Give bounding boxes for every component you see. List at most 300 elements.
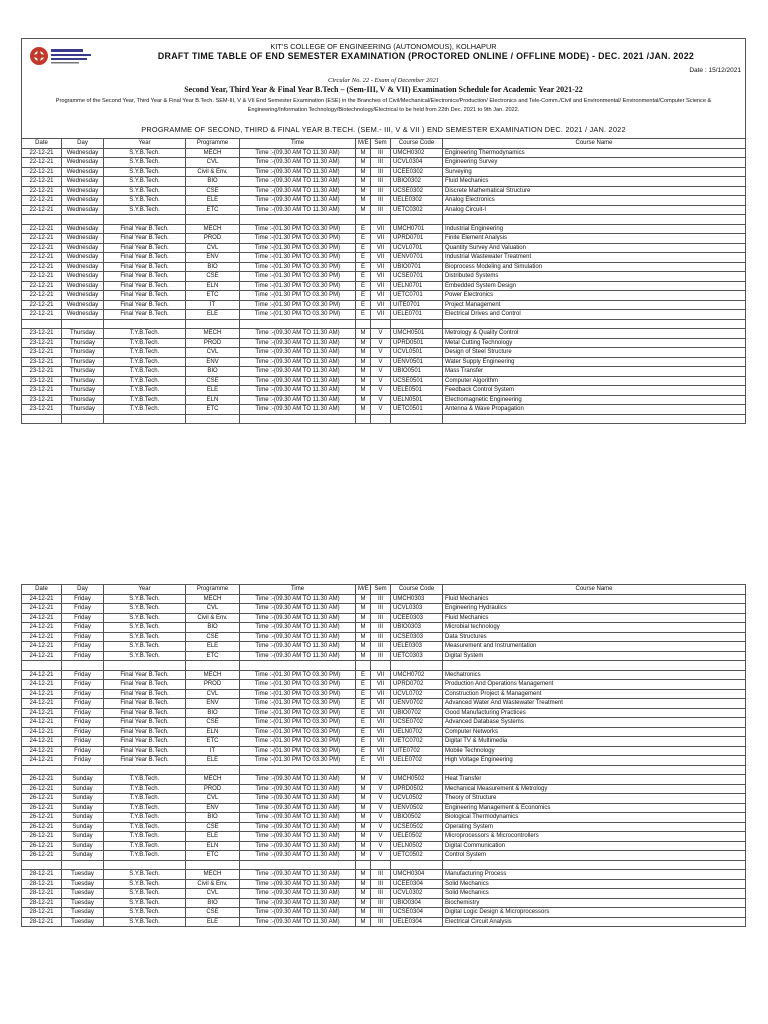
cell-programme: ELN: [186, 281, 240, 291]
cell-time: Time :-(01.30 PM TO 03.30 PM): [240, 670, 356, 680]
column-header-year: Year: [104, 585, 186, 595]
cell-course-name: Mechanical Measurement & Metrology: [443, 784, 746, 794]
cell-year: T.Y.B.Tech.: [104, 329, 186, 339]
cell-time: Time :-(09.30 AM TO 11.30 AM): [240, 841, 356, 851]
cell-day: Sunday: [62, 775, 104, 785]
cell-sem: V: [371, 813, 391, 823]
cell-me: M: [356, 917, 371, 927]
cell-programme: ENV: [186, 253, 240, 263]
cell-day: Friday: [62, 651, 104, 661]
cell-date: 22-12-21: [22, 196, 62, 206]
table-row: [22, 338, 746, 348]
cell-course-name: Finite Element Analysis: [443, 234, 746, 244]
cell-programme: BIO: [186, 708, 240, 718]
cell-date: 23-12-21: [22, 329, 62, 339]
cell-date: 26-12-21: [22, 775, 62, 785]
cell-me: M: [356, 642, 371, 652]
cell-sem: III: [371, 148, 391, 158]
empty-cell: [240, 319, 356, 329]
empty-cell: [371, 661, 391, 671]
cell-course-name: Digital System: [443, 651, 746, 661]
cell-me: M: [356, 851, 371, 861]
cell-day: Friday: [62, 708, 104, 718]
cell-me: M: [356, 405, 371, 415]
cell-date: 26-12-21: [22, 841, 62, 851]
cell-sem: VII: [371, 680, 391, 690]
empty-cell: [371, 765, 391, 775]
empty-cell: [22, 860, 62, 870]
cell-time: Time :-(01.30 PM TO 03.30 PM): [240, 746, 356, 756]
cell-day: Sunday: [62, 832, 104, 842]
cell-time: Time :-(09.30 AM TO 11.30 AM): [240, 386, 356, 396]
cell-course-code: UELN0502: [391, 841, 443, 851]
cell-course-name: Computer Networks: [443, 727, 746, 737]
cell-day: Wednesday: [62, 291, 104, 301]
cell-course-name: Mobile Technology: [443, 746, 746, 756]
cell-sem: VII: [371, 727, 391, 737]
empty-cell: [356, 765, 371, 775]
circular-number: Circular No. 22 - Exam of December 2021: [328, 77, 439, 84]
empty-cell: [443, 860, 746, 870]
cell-me: M: [356, 870, 371, 880]
cell-me: E: [356, 708, 371, 718]
empty-cell: [104, 414, 186, 424]
cell-course-name: Engineering Survey: [443, 158, 746, 168]
cell-day: Tuesday: [62, 908, 104, 918]
cell-course-name: Metal Cutting Technology: [443, 338, 746, 348]
cell-sem: VII: [371, 281, 391, 291]
cell-year: T.Y.B.Tech.: [104, 813, 186, 823]
cell-course-code: UETC0302: [391, 205, 443, 215]
table-row: [22, 889, 746, 899]
cell-me: M: [356, 167, 371, 177]
table-row: [22, 822, 746, 832]
cell-programme: IT: [186, 300, 240, 310]
cell-date: 24-12-21: [22, 680, 62, 690]
cell-day: Thursday: [62, 338, 104, 348]
cell-date: 24-12-21: [22, 708, 62, 718]
document-title: DRAFT TIME TABLE OF END SEMESTER EXAMINATION (PROCTORED ONLINE / OFFLINE MODE) - DEC. 2021 /JAN. 2022: [157, 51, 695, 61]
cell-course-code: UPRD0702: [391, 680, 443, 690]
cell-programme: Civil & Env.: [186, 167, 240, 177]
table-row: [22, 908, 746, 918]
cell-time: Time :-(09.30 AM TO 11.30 AM): [240, 632, 356, 642]
cell-time: Time :-(01.30 PM TO 03.30 PM): [240, 253, 356, 263]
table-row: [22, 784, 746, 794]
cell-me: E: [356, 689, 371, 699]
cell-date: 28-12-21: [22, 870, 62, 880]
cell-sem: III: [371, 908, 391, 918]
table-row: [22, 689, 746, 699]
cell-programme: ELN: [186, 395, 240, 405]
table-row: [22, 737, 746, 747]
cell-day: Thursday: [62, 395, 104, 405]
cell-course-code: UETC0702: [391, 737, 443, 747]
empty-cell: [240, 765, 356, 775]
cell-sem: III: [371, 604, 391, 614]
cell-time: Time :-(09.30 AM TO 11.30 AM): [240, 205, 356, 215]
cell-sem: III: [371, 917, 391, 927]
column-header-course-code: Course Code: [391, 585, 443, 595]
cell-time: Time :-(01.30 PM TO 03.30 PM): [240, 727, 356, 737]
cell-year: T.Y.B.Tech.: [104, 338, 186, 348]
cell-programme: ENV: [186, 357, 240, 367]
cell-programme: CVL: [186, 348, 240, 358]
cell-time: Time :-(01.30 PM TO 03.30 PM): [240, 756, 356, 766]
cell-year: S.Y.B.Tech.: [104, 879, 186, 889]
cell-day: Friday: [62, 689, 104, 699]
cell-me: E: [356, 243, 371, 253]
cell-date: 22-12-21: [22, 148, 62, 158]
cell-date: 23-12-21: [22, 395, 62, 405]
cell-course-code: UMCH0303: [391, 594, 443, 604]
cell-year: S.Y.B.Tech.: [104, 177, 186, 187]
cell-course-code: UCSE0304: [391, 908, 443, 918]
cell-date: 22-12-21: [22, 177, 62, 187]
cell-year: T.Y.B.Tech.: [104, 822, 186, 832]
cell-date: 24-12-21: [22, 699, 62, 709]
empty-cell: [62, 765, 104, 775]
cell-course-code: UPRD0501: [391, 338, 443, 348]
cell-day: Wednesday: [62, 262, 104, 272]
cell-day: Tuesday: [62, 870, 104, 880]
cell-sem: V: [371, 338, 391, 348]
cell-date: 22-12-21: [22, 205, 62, 215]
cell-programme: BIO: [186, 262, 240, 272]
cell-me: M: [356, 604, 371, 614]
cell-date: 24-12-21: [22, 604, 62, 614]
cell-time: Time :-(09.30 AM TO 11.30 AM): [240, 870, 356, 880]
table-row: [22, 357, 746, 367]
cell-course-name: Data Structures: [443, 632, 746, 642]
empty-cell: [22, 414, 62, 424]
empty-cell: [22, 319, 62, 329]
cell-year: S.Y.B.Tech.: [104, 870, 186, 880]
cell-programme: CSE: [186, 376, 240, 386]
cell-sem: VII: [371, 291, 391, 301]
cell-year: Final Year B.Tech.: [104, 737, 186, 747]
empty-cell: [356, 319, 371, 329]
table-row: [22, 262, 746, 272]
cell-time: Time :-(01.30 PM TO 03.30 PM): [240, 234, 356, 244]
column-header-date: Date: [22, 139, 62, 149]
cell-course-code: UCVL0304: [391, 158, 443, 168]
table-row: [22, 148, 746, 158]
cell-programme: ETC: [186, 737, 240, 747]
table-row: [22, 177, 746, 187]
cell-year: T.Y.B.Tech.: [104, 348, 186, 358]
cell-me: E: [356, 699, 371, 709]
cell-day: Sunday: [62, 822, 104, 832]
cell-course-name: Industrial Wastewater Treatment: [443, 253, 746, 263]
cell-day: Wednesday: [62, 272, 104, 282]
cell-time: Time :-(01.30 PM TO 03.30 PM): [240, 243, 356, 253]
cell-course-code: UMCH0701: [391, 224, 443, 234]
cell-me: M: [356, 613, 371, 623]
cell-year: T.Y.B.Tech.: [104, 841, 186, 851]
cell-sem: III: [371, 870, 391, 880]
cell-course-code: UMCH0302: [391, 148, 443, 158]
empty-cell: [356, 215, 371, 225]
programme-description: Programme of the Second Year, Third Year & Final Year B.Tech. SEM-III, V & VII End Semester Examination (ESE) in the Branches of Civil/Mechanical/Electronics/Production/ Electronics and Tele-Comm./Civil and Environmental/ Environmental/Computer Science & Engineering/Information Technology/Biotechnology/Electrical to be held from 22th Dec. 2021 to 9th Jan. 2022.: [55, 98, 712, 113]
cell-me: E: [356, 310, 371, 320]
cell-course-code: UETC0501: [391, 405, 443, 415]
cell-course-name: Engineering Thermodynamics: [443, 148, 746, 158]
cell-year: S.Y.B.Tech.: [104, 623, 186, 633]
cell-course-code: UBIO0701: [391, 262, 443, 272]
cell-me: E: [356, 746, 371, 756]
table-row: [22, 281, 746, 291]
cell-course-name: Project Management: [443, 300, 746, 310]
cell-date: 22-12-21: [22, 167, 62, 177]
cell-sem: VII: [371, 310, 391, 320]
cell-date: 22-12-21: [22, 234, 62, 244]
cell-course-code: UCSE0502: [391, 822, 443, 832]
cell-time: Time :-(09.30 AM TO 11.30 AM): [240, 604, 356, 614]
cell-sem: III: [371, 632, 391, 642]
cell-sem: V: [371, 794, 391, 804]
cell-programme: ENV: [186, 699, 240, 709]
cell-course-code: UCEE0302: [391, 167, 443, 177]
cell-me: M: [356, 196, 371, 206]
empty-cell: [62, 215, 104, 225]
column-header-year: Year: [104, 139, 186, 149]
cell-course-code: UPRD0701: [391, 234, 443, 244]
cell-date: 23-12-21: [22, 338, 62, 348]
cell-course-code: UELE0701: [391, 310, 443, 320]
cell-date: 24-12-21: [22, 651, 62, 661]
cell-date: 23-12-21: [22, 376, 62, 386]
cell-year: S.Y.B.Tech.: [104, 632, 186, 642]
cell-day: Sunday: [62, 813, 104, 823]
table-row: [22, 775, 746, 785]
cell-year: S.Y.B.Tech.: [104, 908, 186, 918]
cell-time: Time :-(09.30 AM TO 11.30 AM): [240, 367, 356, 377]
cell-programme: PROD: [186, 234, 240, 244]
cell-time: Time :-(01.30 PM TO 03.30 PM): [240, 281, 356, 291]
cell-me: M: [356, 348, 371, 358]
cell-date: 24-12-21: [22, 613, 62, 623]
table-row: [22, 405, 746, 415]
cell-time: Time :-(09.30 AM TO 11.30 AM): [240, 186, 356, 196]
cell-programme: ETC: [186, 851, 240, 861]
cell-day: Thursday: [62, 329, 104, 339]
cell-programme: Civil & Env.: [186, 613, 240, 623]
cell-course-code: UBIO0702: [391, 708, 443, 718]
table-row: [22, 613, 746, 623]
cell-course-name: Production And Operations Management: [443, 680, 746, 690]
table-row: [22, 718, 746, 728]
cell-year: Final Year B.Tech.: [104, 746, 186, 756]
cell-course-name: Fluid Mechanics: [443, 594, 746, 604]
cell-programme: PROD: [186, 784, 240, 794]
empty-cell: [186, 765, 240, 775]
cell-me: E: [356, 737, 371, 747]
cell-course-code: UCSE0303: [391, 632, 443, 642]
empty-cell: [371, 414, 391, 424]
cell-date: 26-12-21: [22, 784, 62, 794]
empty-cell: [240, 215, 356, 225]
cell-day: Wednesday: [62, 234, 104, 244]
cell-programme: CVL: [186, 158, 240, 168]
empty-cell: [371, 215, 391, 225]
cell-programme: ELE: [186, 310, 240, 320]
cell-course-code: UELE0502: [391, 832, 443, 842]
table-row: [22, 272, 746, 282]
table-row: [22, 253, 746, 263]
cell-day: Tuesday: [62, 898, 104, 908]
cell-course-name: Digital Logic Design & Microprocessors: [443, 908, 746, 918]
cell-day: Wednesday: [62, 310, 104, 320]
cell-programme: BIO: [186, 813, 240, 823]
cell-me: E: [356, 272, 371, 282]
cell-programme: ETC: [186, 205, 240, 215]
cell-sem: V: [371, 348, 391, 358]
cell-date: 24-12-21: [22, 689, 62, 699]
cell-day: Thursday: [62, 357, 104, 367]
cell-day: Tuesday: [62, 917, 104, 927]
cell-course-code: UCEE0304: [391, 879, 443, 889]
table-row: [22, 642, 746, 652]
cell-date: 26-12-21: [22, 803, 62, 813]
cell-course-code: UELE0501: [391, 386, 443, 396]
cell-time: Time :-(09.30 AM TO 11.30 AM): [240, 376, 356, 386]
cell-course-code: UELN0501: [391, 395, 443, 405]
cell-course-code: UELE0702: [391, 756, 443, 766]
cell-course-code: UELE0303: [391, 642, 443, 652]
cell-programme: MECH: [186, 224, 240, 234]
cell-day: Friday: [62, 623, 104, 633]
cell-date: 24-12-21: [22, 632, 62, 642]
table-row: [22, 746, 746, 756]
column-header-date: Date: [22, 585, 62, 595]
cell-programme: MECH: [186, 670, 240, 680]
cell-me: M: [356, 879, 371, 889]
table-header-row: [22, 585, 746, 595]
cell-time: Time :-(01.30 PM TO 03.30 PM): [240, 300, 356, 310]
cell-course-code: UBIO0303: [391, 623, 443, 633]
cell-programme: CVL: [186, 604, 240, 614]
cell-time: Time :-(09.30 AM TO 11.30 AM): [240, 879, 356, 889]
table-row: [22, 205, 746, 215]
cell-sem: V: [371, 803, 391, 813]
cell-day: Sunday: [62, 794, 104, 804]
table-row: [22, 708, 746, 718]
cell-me: E: [356, 718, 371, 728]
spacer-row: [22, 661, 746, 671]
cell-me: M: [356, 329, 371, 339]
cell-day: Friday: [62, 680, 104, 690]
cell-course-name: Biological Thermodynamics: [443, 813, 746, 823]
cell-day: Sunday: [62, 841, 104, 851]
empty-cell: [443, 765, 746, 775]
cell-date: 24-12-21: [22, 727, 62, 737]
table-row: [22, 367, 746, 377]
cell-time: Time :-(01.30 PM TO 03.30 PM): [240, 272, 356, 282]
cell-time: Time :-(01.30 PM TO 03.30 PM): [240, 737, 356, 747]
cell-programme: BIO: [186, 177, 240, 187]
column-header-time: Time: [240, 139, 356, 149]
column-header-day: Day: [62, 585, 104, 595]
cell-date: 28-12-21: [22, 889, 62, 899]
cell-sem: V: [371, 405, 391, 415]
cell-year: Final Year B.Tech.: [104, 310, 186, 320]
cell-course-name: Biochemistry: [443, 898, 746, 908]
cell-programme: CSE: [186, 822, 240, 832]
empty-cell: [240, 414, 356, 424]
cell-time: Time :-(09.30 AM TO 11.30 AM): [240, 908, 356, 918]
cell-sem: V: [371, 841, 391, 851]
empty-cell: [186, 860, 240, 870]
cell-date: 22-12-21: [22, 253, 62, 263]
cell-course-name: Solid Mechanics: [443, 889, 746, 899]
cell-day: Wednesday: [62, 205, 104, 215]
cell-course-name: Microprocessors & Microcontrollers: [443, 832, 746, 842]
cell-sem: VII: [371, 262, 391, 272]
cell-date: 24-12-21: [22, 670, 62, 680]
table-row: [22, 670, 746, 680]
cell-time: Time :-(09.30 AM TO 11.30 AM): [240, 329, 356, 339]
cell-date: 28-12-21: [22, 879, 62, 889]
cell-year: Final Year B.Tech.: [104, 718, 186, 728]
cell-course-name: Digital TV & Multimedia: [443, 737, 746, 747]
cell-time: Time :-(09.30 AM TO 11.30 AM): [240, 851, 356, 861]
cell-day: Sunday: [62, 851, 104, 861]
cell-year: T.Y.B.Tech.: [104, 775, 186, 785]
cell-programme: CSE: [186, 272, 240, 282]
empty-cell: [356, 661, 371, 671]
cell-course-code: UETC0303: [391, 651, 443, 661]
cell-sem: VII: [371, 746, 391, 756]
cell-course-code: UETC0701: [391, 291, 443, 301]
cell-time: Time :-(01.30 PM TO 03.30 PM): [240, 291, 356, 301]
cell-day: Wednesday: [62, 158, 104, 168]
cell-course-code: UCSE0701: [391, 272, 443, 282]
cell-year: Final Year B.Tech.: [104, 699, 186, 709]
cell-year: S.Y.B.Tech.: [104, 158, 186, 168]
cell-sem: VII: [371, 699, 391, 709]
table-row: [22, 803, 746, 813]
cell-me: M: [356, 794, 371, 804]
cell-time: Time :-(09.30 AM TO 11.30 AM): [240, 177, 356, 187]
cell-course-name: Design of Steel Structure: [443, 348, 746, 358]
cell-programme: MECH: [186, 329, 240, 339]
cell-course-name: Metrology & Quality Control: [443, 329, 746, 339]
cell-programme: PROD: [186, 680, 240, 690]
column-header-course-code: Course Code: [391, 139, 443, 149]
timetable-2: [21, 584, 746, 927]
cell-course-code: UETC0502: [391, 851, 443, 861]
cell-sem: V: [371, 329, 391, 339]
table-row: [22, 699, 746, 709]
cell-course-name: Digital Communication: [443, 841, 746, 851]
cell-sem: VII: [371, 234, 391, 244]
cell-programme: ELE: [186, 196, 240, 206]
cell-course-name: Quantity Survey And Valuation: [443, 243, 746, 253]
cell-programme: ELE: [186, 756, 240, 766]
cell-sem: III: [371, 889, 391, 899]
cell-me: M: [356, 813, 371, 823]
cell-me: M: [356, 205, 371, 215]
cell-course-code: UELN0702: [391, 727, 443, 737]
cell-programme: BIO: [186, 898, 240, 908]
document-header: [21, 38, 746, 138]
cell-course-code: UCVL0303: [391, 604, 443, 614]
cell-course-code: UCEE0303: [391, 613, 443, 623]
cell-course-name: Microbial technology: [443, 623, 746, 633]
cell-day: Friday: [62, 604, 104, 614]
cell-programme: ELE: [186, 386, 240, 396]
